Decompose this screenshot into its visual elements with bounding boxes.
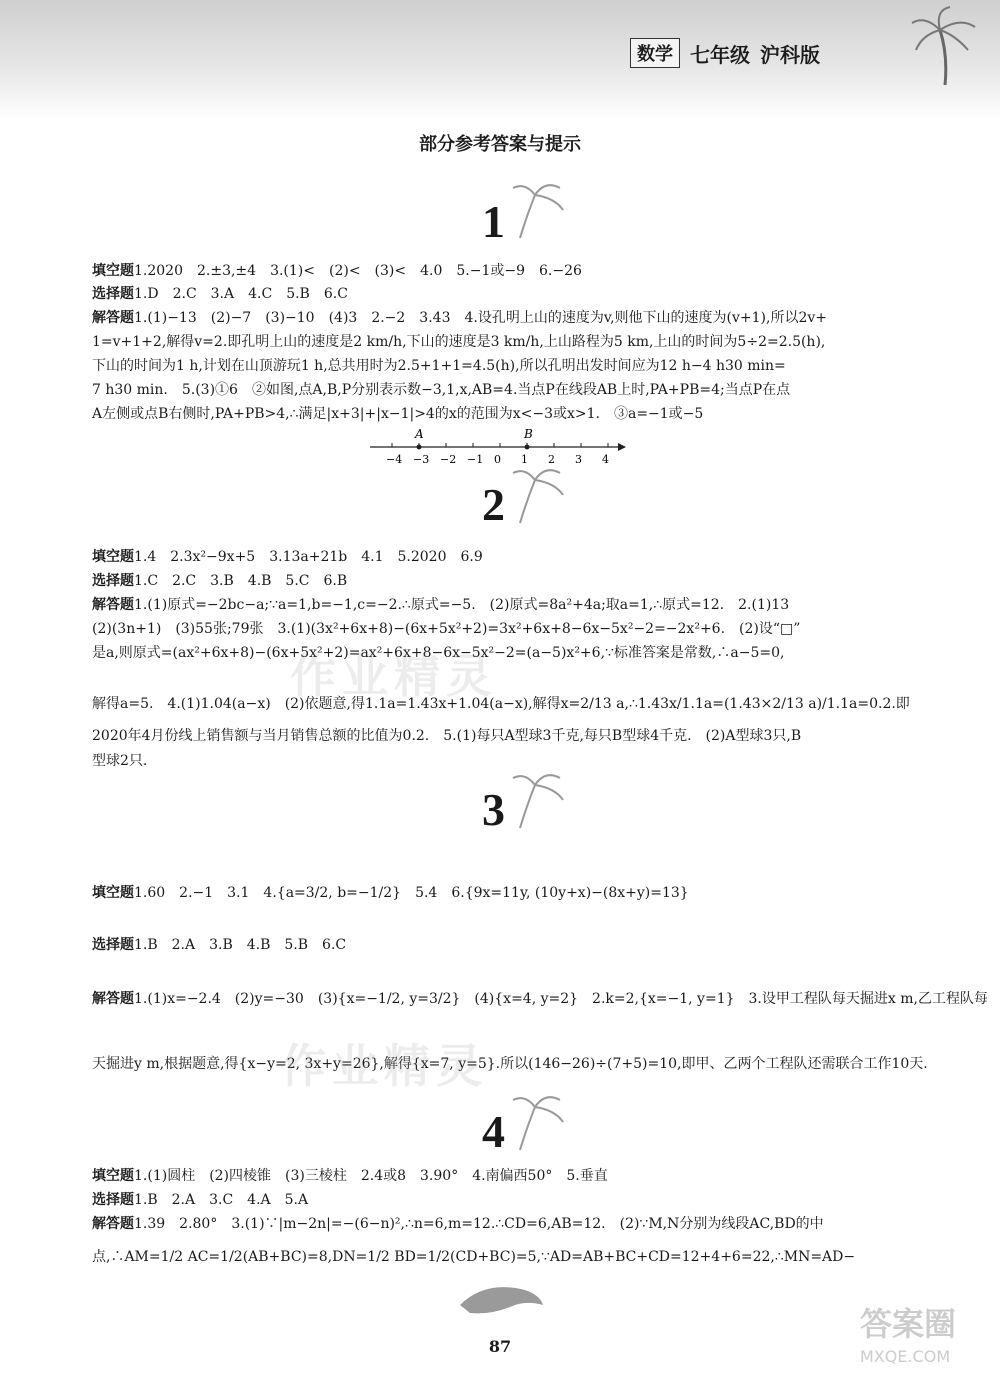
arrow-icon bbox=[618, 443, 626, 451]
tick-label: −1 bbox=[467, 453, 484, 466]
tick-label: 3 bbox=[575, 453, 582, 466]
point-a bbox=[417, 445, 422, 450]
grade-label: 七年级 bbox=[690, 42, 750, 67]
palm-tree-icon bbox=[505, 770, 565, 830]
answer-line: 解得a=5. 4.(1)1.04(a−x) (2)依题意,得1.1a=1.43x+1.04(a−x),解得x=2/13 a,∴1.43x/1.1a=(1.43×2/13 a)/1.1a=0.2.即 bbox=[92, 696, 910, 712]
tick-label: −2 bbox=[440, 453, 457, 466]
palm-tree-icon bbox=[505, 1092, 565, 1152]
tick-label: 1 bbox=[521, 453, 528, 466]
edition-label: 沪科版 bbox=[760, 42, 820, 67]
answer-line: 1=v+1+2,解得v=2.即孔明上山的速度是2 km/h,下山的速度是3 km/h,上山路程为5 km,上山的时间为5÷2=2.5(h), bbox=[92, 334, 826, 350]
palm-tree-icon bbox=[910, 5, 980, 85]
answer-line: 选择题1.B 2.A 3.C 4.A 5.A bbox=[92, 1192, 309, 1208]
site-stamp bbox=[840, 1300, 990, 1370]
section-number: 2 bbox=[482, 479, 505, 530]
answer-line: 2020年4月份线上销售额与当月销售总额的比值为0.2. 5.(1)每只A型球3千克,每只B型球4千克. (2)A型球3只,B bbox=[92, 728, 802, 744]
palm-tree-icon bbox=[505, 180, 565, 240]
section-number: 1 bbox=[482, 196, 505, 247]
tick-label: −4 bbox=[386, 453, 403, 466]
answer-line: 点,∴AM=1/2 AC=1/2(AB+BC)=8,DN=1/2 BD=1/2(CD+BC)=5,∵AD=AB+BC+CD=12+4+6=22,∴MN=AD− bbox=[92, 1249, 856, 1265]
number-line-figure bbox=[360, 425, 630, 475]
watermark: 作业精灵 bbox=[280, 1039, 488, 1093]
answer-line: 解答题1.(1)x=−2.4 (2)y=−30 (3){x=−1/2, y=3/2} (4){x=4, y=2} 2.k=2,{x=−1, y=1} 3.设甲工程队每天掘进x m,乙工程队每 bbox=[92, 991, 988, 1007]
answer-line: 填空题1.60 2.−1 3.1 4.{a=3/2, b=−1/2} 5.4 6.{9x=11y, (10y+x)−(8x+y)=13} bbox=[92, 885, 689, 901]
section-number: 4 bbox=[482, 1106, 505, 1157]
answer-line: 选择题1.D 2.C 3.A 4.C 5.B 6.C bbox=[92, 286, 348, 302]
header-tags bbox=[630, 38, 820, 68]
point-b-label: B bbox=[524, 427, 533, 441]
palm-tree-icon bbox=[505, 465, 565, 525]
tick-label: 4 bbox=[602, 453, 609, 466]
answer-line: 是a,则原式=(ax²+6x+8)−(6x+5x²+2)=ax²+6x+8−6x−5x²−2=(a−5)x²+6,∵标准答案是常数,∴a−5=0, bbox=[92, 645, 785, 661]
site-text: MXQE.COM bbox=[860, 1347, 951, 1366]
answer-line: 选择题1.B 2.A 3.B 4.B 5.B 6.C bbox=[92, 937, 347, 953]
page-number: 87 bbox=[488, 1337, 512, 1356]
point-a-label: A bbox=[415, 427, 424, 441]
tick-label: 0 bbox=[494, 453, 501, 466]
dolphin-icon bbox=[455, 1275, 545, 1325]
tick-label: 2 bbox=[548, 453, 555, 466]
page-header bbox=[0, 0, 1000, 120]
page-title: 部分参考答案与提示 bbox=[419, 134, 581, 155]
section-number: 3 bbox=[482, 784, 505, 835]
answer-line: (2)(3n+1) (3)55张;79张 3.(1)(3x²+6x+8)−(6x+5x²+2)=3x²+6x+8−6x−5x²−2=−2x²+6. (2)设“□” bbox=[92, 621, 801, 637]
answer-line: 填空题1.2020 2.±3,±4 3.(1)< (2)< (3)< 4.0 5.−1或−9 6.−26 bbox=[92, 263, 582, 279]
answer-line: 解答题1.(1)原式=−2bc−a;∵a=1,b=−1,c=−2.∴原式=−5. (2)原式=8a²+4a;取a=1,∴原式=12. 2.(1)13 bbox=[92, 597, 790, 613]
answer-line: 填空题1.(1)圆柱 (2)四棱锥 (3)三棱柱 2.4或8 3.90° 4.南偏西50° 5.垂直 bbox=[92, 1168, 608, 1184]
answer-line: 解答题1.39 2.80° 3.(1)∵|m−2n|=−(6−n)²,∴n=6,m=12.∴CD=6,AB=12. (2)∵M,N分别为线段AC,BD的中 bbox=[92, 1216, 824, 1232]
answer-line: A左侧或点B右侧时,PA+PB>4,∴满足|x+3|+|x−1|>4的x的范围为x<−3或x>1. ③a=−1或−5 bbox=[92, 406, 704, 422]
answer-line: 型球2只. bbox=[92, 753, 148, 769]
answer-line: 7 h30 min. 5.(3)①6 ②如图,点A,B,P分别表示数−3,1,x,AB=4.当点P在线段AB上时,PA+PB=4;当点P在点 bbox=[92, 382, 791, 398]
point-b bbox=[525, 445, 530, 450]
answer-line: 下山的时间为1 h,计划在山顶游玩1 h,总共用时为2.5+1+1=4.5(h),所以孔明出发时间应为12 h−4 h30 min= bbox=[92, 358, 786, 374]
answer-line: 选择题1.C 2.C 3.B 4.B 5.C 6.B bbox=[92, 573, 348, 589]
answer-line: 解答题1.(1)−13 (2)−7 (3)−10 (4)3 2.−2 3.43 4.设孔明上山的速度为v,则他下山的速度为(v+1),所以2v+ bbox=[92, 310, 828, 326]
tick-label: −3 bbox=[413, 453, 430, 466]
stamp-text: 答案圈 bbox=[860, 1305, 957, 1343]
answer-line: 填空题1.4 2.3x²−9x+5 3.13a+21b 4.1 5.2020 6.9 bbox=[92, 549, 483, 565]
watermark: 作业精灵 bbox=[290, 649, 498, 703]
answer-line: 天掘进y m,根据题意,得{x−y=2, 3x+y=26},解得{x=7, y=5}.所以(146−26)÷(7+5)=10,即甲、乙两个工程队还需联合工作10天. bbox=[92, 1056, 928, 1072]
subject-tag: 数学 bbox=[630, 38, 680, 68]
